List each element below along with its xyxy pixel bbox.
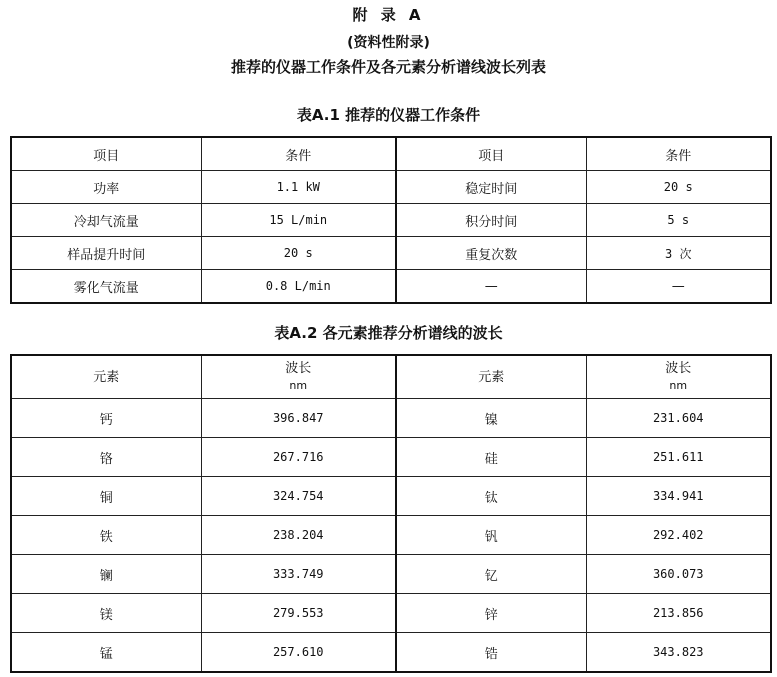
wavelength-unit: nm xyxy=(289,379,308,392)
table-cell: 功率 xyxy=(11,171,201,204)
table-row xyxy=(11,633,771,673)
table2-header-wavelength xyxy=(201,355,396,399)
table-cell: 稳定时间 xyxy=(396,171,586,204)
wavelength-cell: 238.204 xyxy=(201,516,396,555)
table-cell: 20 s xyxy=(201,237,396,270)
table2-header-element: 元素 xyxy=(396,355,586,399)
element-cell: 钙 xyxy=(11,399,201,438)
table-cell: 样品提升时间 xyxy=(11,237,201,270)
table-cell: 积分时间 xyxy=(396,204,586,237)
wavelength-label: 波长 xyxy=(665,361,692,376)
element-cell: 镧 xyxy=(11,555,201,594)
appendix-nature: (资料性附录) xyxy=(347,35,430,51)
table-cell: — xyxy=(396,270,586,304)
table-cell: 0.8 L/min xyxy=(201,270,396,304)
table1-header-condition: 条件 xyxy=(586,137,771,171)
table-row xyxy=(11,204,771,237)
element-cell: 镍 xyxy=(396,399,586,438)
element-cell: 铁 xyxy=(11,516,201,555)
table-row xyxy=(11,594,771,633)
element-cell: 锌 xyxy=(396,594,586,633)
element-cell: 钒 xyxy=(396,516,586,555)
table-row xyxy=(11,516,771,555)
table1-caption: 表A.1 推荐的仪器工作条件 xyxy=(296,106,481,124)
table-cell: 雾化气流量 xyxy=(11,270,201,304)
wavelength-cell: 267.716 xyxy=(201,438,396,477)
table-cell: — xyxy=(586,270,771,304)
element-cell: 锰 xyxy=(11,633,201,673)
table-row xyxy=(11,555,771,594)
table-cell: 20 s xyxy=(586,171,771,204)
appendix-label: 附 录 A xyxy=(352,6,425,24)
table2-caption: 表A.2 各元素推荐分析谱线的波长 xyxy=(274,324,503,342)
table-cell: 冷却气流量 xyxy=(11,204,201,237)
table-row xyxy=(11,477,771,516)
element-cell: 镁 xyxy=(11,594,201,633)
table-cell: 重复次数 xyxy=(396,237,586,270)
table2-header-element: 元素 xyxy=(11,355,201,399)
wavelength-cell: 231.604 xyxy=(586,399,771,438)
table-cell: 15 L/min xyxy=(201,204,396,237)
table-cell: 1.1 kW xyxy=(201,171,396,204)
instrument-conditions-table xyxy=(10,136,772,304)
element-cell: 硅 xyxy=(396,438,586,477)
wavelength-cell: 333.749 xyxy=(201,555,396,594)
table-row xyxy=(11,171,771,204)
wavelength-cell: 257.610 xyxy=(201,633,396,673)
element-cell: 钛 xyxy=(396,477,586,516)
wavelength-cell: 334.941 xyxy=(586,477,771,516)
wavelength-cell: 360.073 xyxy=(586,555,771,594)
wavelength-cell: 292.402 xyxy=(586,516,771,555)
wavelength-unit: nm xyxy=(669,379,688,392)
wavelength-label: 波长 xyxy=(285,361,312,376)
table1-header-row xyxy=(11,137,771,171)
element-cell: 锆 xyxy=(396,633,586,673)
table1-header-condition: 条件 xyxy=(201,137,396,171)
wavelength-cell: 324.754 xyxy=(201,477,396,516)
wavelength-cell: 279.553 xyxy=(201,594,396,633)
appendix-title: 推荐的仪器工作条件及各元素分析谱线波长列表 xyxy=(230,58,546,76)
table-row xyxy=(11,438,771,477)
wavelength-cell: 251.611 xyxy=(586,438,771,477)
table-cell: 3 次 xyxy=(586,237,771,270)
wavelength-table xyxy=(10,354,772,673)
table-row xyxy=(11,270,771,304)
element-cell: 铜 xyxy=(11,477,201,516)
table-row xyxy=(11,399,771,438)
wavelength-cell: 213.856 xyxy=(586,594,771,633)
element-cell: 钇 xyxy=(396,555,586,594)
table2-header-wavelength xyxy=(586,355,771,399)
element-cell: 铬 xyxy=(11,438,201,477)
table2-header-row xyxy=(11,355,771,399)
wavelength-cell: 343.823 xyxy=(586,633,771,673)
table-cell: 5 s xyxy=(586,204,771,237)
table1-header-item: 项目 xyxy=(11,137,201,171)
wavelength-cell: 396.847 xyxy=(201,399,396,438)
table1-header-item: 项目 xyxy=(396,137,586,171)
table-row xyxy=(11,237,771,270)
